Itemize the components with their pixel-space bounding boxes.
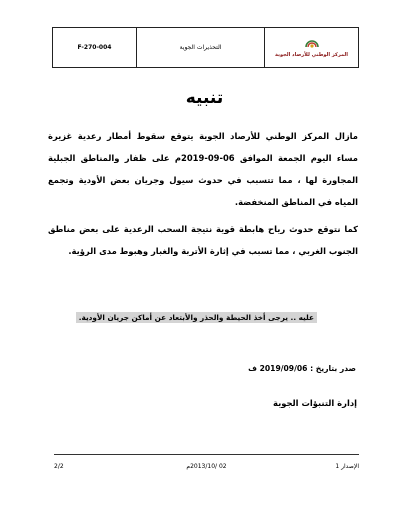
organization-block [265, 28, 358, 67]
revision-date: 02 /2013/10م [186, 462, 227, 470]
page-number: 2/2 [54, 462, 64, 470]
footer-divider [54, 454, 359, 455]
document-title: تنبيه [185, 88, 224, 108]
document-header [52, 27, 359, 68]
document-type: التحذيرات الجوية [137, 28, 265, 67]
issue-number: الإصدار 1 [335, 462, 359, 470]
department-signature: إدارة التنبؤات الجوية [273, 398, 357, 408]
form-code: F-270-004 [53, 28, 137, 67]
alert-paragraph-1: مازال المركز الوطني للأرصاد الجوية يتوقع سقوط أمطار رعدية غزيرة مساء اليوم الجمعة الموافق 06-09-2019م على ظفار والمناطق الجبلية المجاورة لها ، مما تتسبب في حدوث سيول وجريان بعض الأودية وتجمع المياه في المناطق المنخفضة. [48, 131, 358, 207]
warning-note: عليه .. يرجى أخذ الحيطة والحذر والأبتعاد عن أماكن جريان الأودية. [76, 312, 317, 323]
met-center-logo [304, 37, 320, 49]
issue-date: صدر بتاريخ : 2019/09/06 ف [248, 364, 356, 373]
document-footer [54, 460, 359, 472]
organization-name: المركز الوطني للأرصاد الجوية [275, 52, 348, 58]
alert-paragraph-2: كما نتوقع حدوث رياح هابطة قوية نتيجة السحب الرعدية على بعض مناطق الجنوب الغربي ، مما تسبب في إثارة الأتربة والغبار وهبوط مدى الرؤية. [48, 224, 358, 256]
